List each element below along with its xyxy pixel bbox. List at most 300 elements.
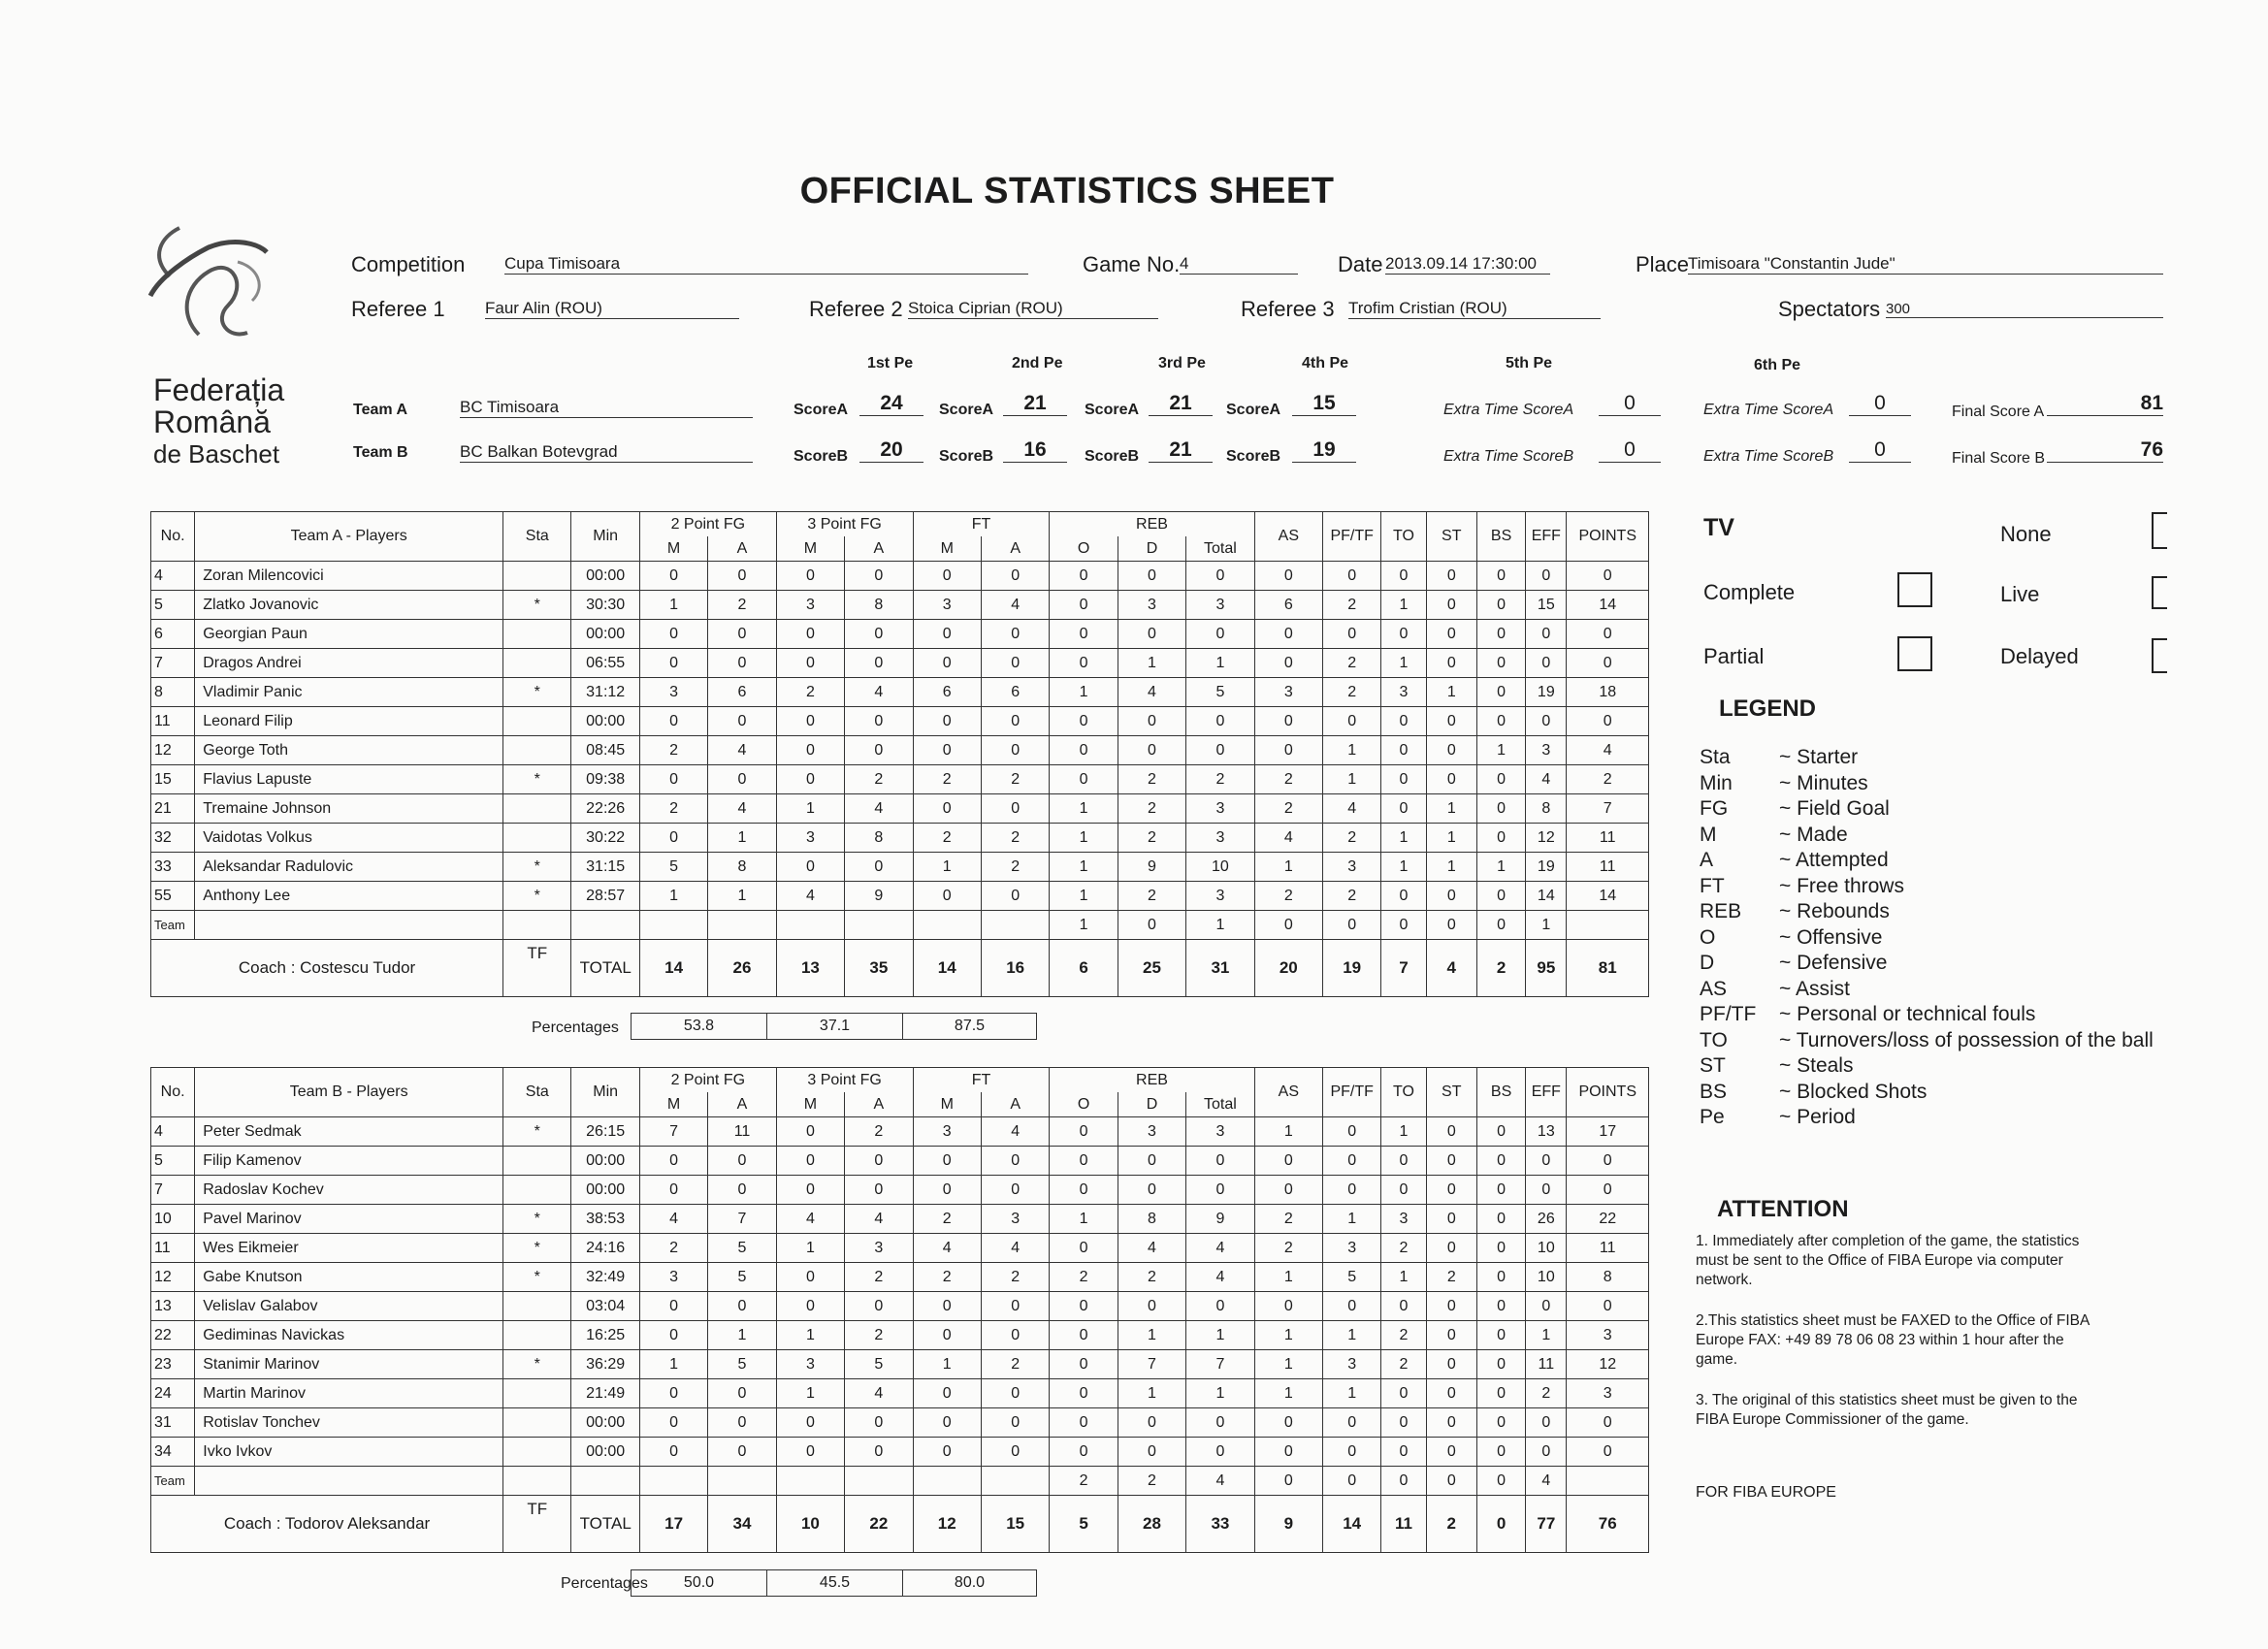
fouls: 0: [1323, 1408, 1381, 1438]
blocks: 1: [1476, 853, 1525, 882]
player-minutes: 32:49: [571, 1263, 639, 1292]
assists: 0: [1254, 620, 1322, 649]
reb-total: 1: [1186, 1379, 1254, 1408]
federation-name-2: Română: [153, 404, 271, 439]
efficiency: 0: [1526, 1408, 1567, 1438]
attention-footer: FOR FIBA EUROPE: [1696, 1484, 1836, 1501]
points: 0: [1567, 1176, 1649, 1205]
efficiency: 19: [1526, 678, 1567, 707]
col-fg2-m: M: [639, 536, 707, 562]
tv-partial-checkbox[interactable]: [1897, 636, 1932, 671]
team-b-fg3-pct: 45.5: [767, 1570, 903, 1597]
team-steals: 0: [1426, 911, 1476, 940]
turnovers: 1: [1381, 1263, 1426, 1292]
spectators-value: 300: [1886, 301, 2163, 318]
efficiency: 26: [1526, 1205, 1567, 1234]
col-fg2-m: M: [639, 1092, 707, 1117]
points: 2: [1567, 765, 1649, 794]
team-ft-made: [913, 911, 981, 940]
player-minutes: 00:00: [571, 707, 639, 736]
total-steals: 2: [1426, 1496, 1476, 1553]
col-fg2-a: A: [708, 536, 776, 562]
turnovers: 0: [1381, 1147, 1426, 1176]
col-ft-a: A: [981, 1092, 1049, 1117]
blocks: 0: [1476, 591, 1525, 620]
steals: 2: [1426, 1263, 1476, 1292]
fg3-made: 0: [776, 707, 844, 736]
player-starter: *: [503, 1263, 571, 1292]
team-fg3-attempted: [845, 911, 913, 940]
reb-offensive: 0: [1050, 1117, 1118, 1147]
fg3-attempted: 2: [845, 765, 913, 794]
tv-delayed-checkbox[interactable]: [2152, 638, 2167, 673]
assists: 0: [1254, 1292, 1322, 1321]
assists: 1: [1254, 1350, 1322, 1379]
assists: 0: [1254, 562, 1322, 591]
ft-attempted: 4: [981, 1234, 1049, 1263]
reb-offensive: 1: [1050, 1205, 1118, 1234]
turnovers: 2: [1381, 1234, 1426, 1263]
turnovers: 0: [1381, 736, 1426, 765]
ft-attempted: 4: [981, 1117, 1049, 1147]
ft-made: 0: [913, 794, 981, 824]
total-fg3-attempted: 22: [845, 1496, 913, 1553]
player-starter: [503, 649, 571, 678]
score-b-label-1: ScoreB: [794, 448, 849, 465]
legend-meaning: ~ Attempted: [1779, 849, 1889, 871]
player-row: [151, 1263, 1649, 1292]
reb-total: 7: [1186, 1350, 1254, 1379]
place-label: Place: [1636, 252, 1690, 276]
blocks: 0: [1476, 1263, 1525, 1292]
fg3-made: 0: [776, 1147, 844, 1176]
reb-total: 10: [1186, 853, 1254, 882]
tv-title: TV: [1703, 514, 1734, 541]
player-row: [151, 678, 1649, 707]
fouls: 2: [1323, 678, 1381, 707]
team-fg2-attempted: [708, 1467, 776, 1496]
tv-live-checkbox[interactable]: [2152, 576, 2167, 609]
turnovers: 0: [1381, 620, 1426, 649]
player-no: 34: [151, 1438, 195, 1467]
team-reb-offensive: 1: [1050, 911, 1118, 940]
team-a-period-1-score: 24: [859, 392, 923, 416]
reb-offensive: 0: [1050, 649, 1118, 678]
legend-meaning: ~ Defensive: [1779, 952, 1888, 974]
fg3-attempted: 0: [845, 853, 913, 882]
legend-abbr: ST: [1700, 1054, 1726, 1077]
assists: 4: [1254, 824, 1322, 853]
fg3-made: 1: [776, 1379, 844, 1408]
player-minutes: 22:26: [571, 794, 639, 824]
blocks: 0: [1476, 1147, 1525, 1176]
reb-total: 0: [1186, 1438, 1254, 1467]
fg3-made: 1: [776, 1234, 844, 1263]
team-b-percentages: [631, 1569, 1037, 1597]
blocks: 0: [1476, 765, 1525, 794]
steals: 0: [1426, 765, 1476, 794]
col-reb-o: O: [1050, 1092, 1118, 1117]
legend-abbr: FG: [1700, 797, 1729, 820]
game-no-value: 4: [1180, 254, 1298, 275]
fg2-made: 0: [639, 1292, 707, 1321]
fg2-made: 0: [639, 620, 707, 649]
assists: 2: [1254, 1205, 1322, 1234]
player-minutes: 30:30: [571, 591, 639, 620]
fg2-attempted: 0: [708, 1408, 776, 1438]
col-reb-o: O: [1050, 536, 1118, 562]
team-efficiency: 4: [1526, 1467, 1567, 1496]
col-ft: FT: [913, 512, 1050, 537]
reb-offensive: 0: [1050, 1147, 1118, 1176]
efficiency: 0: [1526, 1147, 1567, 1176]
assists: 3: [1254, 678, 1322, 707]
legend-item: [1700, 1028, 2165, 1054]
player-row: [151, 1176, 1649, 1205]
fouls: 2: [1323, 649, 1381, 678]
legend-meaning: ~ Personal or technical fouls: [1779, 1003, 2036, 1025]
fg3-made: 3: [776, 591, 844, 620]
reb-defensive: 7: [1118, 1350, 1185, 1379]
player-row: [151, 765, 1649, 794]
player-minutes: 26:15: [571, 1117, 639, 1147]
turnovers: 1: [1381, 591, 1426, 620]
team-a-period-2-score: 21: [1003, 392, 1067, 416]
team-a-percentages: [631, 1013, 1037, 1040]
reb-total: 3: [1186, 882, 1254, 911]
player-no: 7: [151, 649, 195, 678]
efficiency: 3: [1526, 736, 1567, 765]
player-starter: [503, 1176, 571, 1205]
legend-abbr: A: [1700, 849, 1714, 871]
competition-label: Competition: [351, 252, 466, 276]
total-points: 76: [1567, 1496, 1649, 1553]
ft-attempted: 0: [981, 1408, 1049, 1438]
turnovers: 3: [1381, 678, 1426, 707]
total-fouls: 14: [1323, 1496, 1381, 1553]
fg3-attempted: 0: [845, 1176, 913, 1205]
total-assists: 20: [1254, 940, 1322, 997]
reb-offensive: 0: [1050, 765, 1118, 794]
blocks: 0: [1476, 794, 1525, 824]
final-score-b-label: Final Score B: [1952, 450, 2046, 467]
tv-none-checkbox[interactable]: [2152, 512, 2167, 549]
col-ft-m: M: [913, 536, 981, 562]
score-a-label-2: ScoreA: [939, 402, 994, 418]
turnovers: 0: [1381, 707, 1426, 736]
reb-defensive: 2: [1118, 824, 1185, 853]
steals: 0: [1426, 1408, 1476, 1438]
reb-total: 3: [1186, 591, 1254, 620]
player-minutes: 38:53: [571, 1205, 639, 1234]
points: 0: [1567, 562, 1649, 591]
ft-made: 4: [913, 1234, 981, 1263]
player-no: 10: [151, 1205, 195, 1234]
federation-logo-icon: [141, 218, 286, 354]
score-b-label-3: ScoreB: [1085, 448, 1140, 465]
total-label: TOTAL: [571, 1496, 639, 1553]
steals: 0: [1426, 1292, 1476, 1321]
ft-attempted: 0: [981, 1176, 1049, 1205]
fouls: 0: [1323, 1176, 1381, 1205]
player-no: 22: [151, 1321, 195, 1350]
blocks: 1: [1476, 736, 1525, 765]
blocks: 0: [1476, 620, 1525, 649]
fg2-attempted: 11: [708, 1117, 776, 1147]
reb-defensive: 4: [1118, 1234, 1185, 1263]
team-b-percentages-label: Percentages: [561, 1575, 648, 1592]
fouls: 2: [1323, 591, 1381, 620]
fouls: 1: [1323, 765, 1381, 794]
player-starter: [503, 707, 571, 736]
player-starter: [503, 1408, 571, 1438]
fg2-made: 2: [639, 794, 707, 824]
player-name: Velislav Galabov: [195, 1292, 503, 1321]
fg2-made: 0: [639, 765, 707, 794]
reb-total: 1: [1186, 1321, 1254, 1350]
reb-offensive: 0: [1050, 1350, 1118, 1379]
ft-made: 0: [913, 1379, 981, 1408]
legend-abbr: BS: [1700, 1080, 1728, 1103]
referee1-value: Faur Alin (ROU): [485, 299, 739, 319]
col-fg3-a: A: [845, 1092, 913, 1117]
reb-defensive: 1: [1118, 1379, 1185, 1408]
attention-note-3: 3. The original of this statistics sheet must be given to the FIBA Europe Commissioner of the game.: [1696, 1392, 2078, 1428]
points: 4: [1567, 736, 1649, 765]
date-value: 2013.09.14 17:30:00: [1385, 254, 1550, 275]
team-reb-defensive: 0: [1118, 911, 1185, 940]
legend-meaning: ~ Free throws: [1779, 874, 1904, 897]
player-name: Pavel Marinov: [195, 1205, 503, 1234]
turnovers: 1: [1381, 1117, 1426, 1147]
col-fg2-a: A: [708, 1092, 776, 1117]
player-row: [151, 707, 1649, 736]
ft-made: 0: [913, 620, 981, 649]
reb-offensive: 0: [1050, 1292, 1118, 1321]
fg2-made: 0: [639, 1379, 707, 1408]
reb-total: 9: [1186, 1205, 1254, 1234]
steals: 0: [1426, 1321, 1476, 1350]
fg3-made: 4: [776, 882, 844, 911]
team-a-period-3-score: 21: [1149, 392, 1213, 416]
points: 12: [1567, 1350, 1649, 1379]
fg2-made: 2: [639, 1234, 707, 1263]
fg3-attempted: 8: [845, 824, 913, 853]
steals: 0: [1426, 1205, 1476, 1234]
team-b-ft-pct: 80.0: [903, 1570, 1037, 1597]
ft-made: 0: [913, 882, 981, 911]
legend-meaning: ~ Rebounds: [1779, 900, 1890, 922]
col-to: TO: [1381, 1068, 1426, 1117]
col-points: POINTS: [1567, 1068, 1649, 1117]
total-label: TOTAL: [571, 940, 639, 997]
team-reb-defensive: 2: [1118, 1467, 1185, 1496]
reb-total: 0: [1186, 736, 1254, 765]
reb-defensive: 2: [1118, 1263, 1185, 1292]
fg2-attempted: 5: [708, 1350, 776, 1379]
reb-defensive: 0: [1118, 1438, 1185, 1467]
col-ft-a: A: [981, 536, 1049, 562]
reb-total: 3: [1186, 794, 1254, 824]
assists: 2: [1254, 765, 1322, 794]
legend-abbr: Sta: [1700, 746, 1731, 768]
fg2-made: 1: [639, 1350, 707, 1379]
col-reb-d: D: [1118, 1092, 1185, 1117]
team-ft-made: [913, 1467, 981, 1496]
tf-label: TF: [503, 940, 571, 997]
reb-total: 5: [1186, 678, 1254, 707]
efficiency: 10: [1526, 1234, 1567, 1263]
turnovers: 1: [1381, 649, 1426, 678]
reb-offensive: 0: [1050, 1379, 1118, 1408]
fouls: 0: [1323, 562, 1381, 591]
fg3-attempted: 4: [845, 794, 913, 824]
legend-meaning: ~ Assist: [1779, 977, 1850, 1000]
col-reb: REB: [1050, 512, 1254, 537]
tv-complete-checkbox[interactable]: [1897, 572, 1932, 607]
blocks: 0: [1476, 882, 1525, 911]
extra-time-5-b-label: Extra Time ScoreB: [1443, 448, 1574, 465]
reb-total: 0: [1186, 1176, 1254, 1205]
player-no: 21: [151, 794, 195, 824]
team-points: [1567, 911, 1649, 940]
team-fg3-made: [776, 1467, 844, 1496]
reb-total: 1: [1186, 649, 1254, 678]
efficiency: 0: [1526, 1176, 1567, 1205]
legend-item: [1700, 796, 2165, 823]
blocks: 0: [1476, 1292, 1525, 1321]
fg3-attempted: 0: [845, 1438, 913, 1467]
legend-abbr: Pe: [1700, 1106, 1725, 1128]
col-eff: EFF: [1526, 512, 1567, 562]
team-b-stats-table: [150, 1067, 1649, 1553]
team-steals: 0: [1426, 1467, 1476, 1496]
steals: 0: [1426, 591, 1476, 620]
reb-offensive: 0: [1050, 707, 1118, 736]
fg2-made: 0: [639, 649, 707, 678]
fg2-attempted: 0: [708, 707, 776, 736]
steals: 1: [1426, 794, 1476, 824]
score-b-label-4: ScoreB: [1226, 448, 1281, 465]
fouls: 3: [1323, 1350, 1381, 1379]
ft-made: 0: [913, 562, 981, 591]
player-name: Martin Marinov: [195, 1379, 503, 1408]
ft-attempted: 0: [981, 1147, 1049, 1176]
ft-attempted: 2: [981, 853, 1049, 882]
fg2-attempted: 0: [708, 1176, 776, 1205]
total-fg3-attempted: 35: [845, 940, 913, 997]
player-minutes: 36:29: [571, 1350, 639, 1379]
fg3-attempted: 8: [845, 591, 913, 620]
player-row: [151, 1321, 1649, 1350]
points: 17: [1567, 1117, 1649, 1147]
team-row-label: Team: [151, 1467, 195, 1496]
efficiency: 0: [1526, 620, 1567, 649]
blocks: 0: [1476, 1321, 1525, 1350]
reb-total: 0: [1186, 1408, 1254, 1438]
fg3-made: 3: [776, 1350, 844, 1379]
reb-defensive: 0: [1118, 736, 1185, 765]
turnovers: 0: [1381, 1292, 1426, 1321]
total-fg2-attempted: 26: [708, 940, 776, 997]
fg2-attempted: 1: [708, 1321, 776, 1350]
total-assists: 9: [1254, 1496, 1322, 1553]
period-2-label: 2nd Pe: [1012, 355, 1063, 372]
team-fg2-attempted: [708, 911, 776, 940]
turnovers: 2: [1381, 1350, 1426, 1379]
total-points: 81: [1567, 940, 1649, 997]
fg3-attempted: 0: [845, 736, 913, 765]
total-efficiency: 95: [1526, 940, 1567, 997]
blocks: 0: [1476, 1379, 1525, 1408]
player-name: Zoran Milencovici: [195, 562, 503, 591]
col-as: AS: [1254, 512, 1322, 562]
fg2-attempted: 6: [708, 678, 776, 707]
place-value: Timisoara "Constantin Jude": [1688, 254, 2163, 275]
spectators-label: Spectators: [1778, 297, 1881, 321]
player-name: Stanimir Marinov: [195, 1350, 503, 1379]
team-fg2-made: [639, 911, 707, 940]
ft-made: 0: [913, 649, 981, 678]
player-starter: [503, 562, 571, 591]
total-fouls: 19: [1323, 940, 1381, 997]
reb-defensive: 2: [1118, 882, 1185, 911]
fg3-attempted: 2: [845, 1117, 913, 1147]
efficiency: 15: [1526, 591, 1567, 620]
score-a-label-4: ScoreA: [1226, 402, 1281, 418]
tv-partial-label: Partial: [1703, 644, 1765, 668]
ft-made: 0: [913, 736, 981, 765]
legend-meaning: ~ Steals: [1779, 1054, 1854, 1077]
col-reb-total: Total: [1186, 1092, 1254, 1117]
assists: 1: [1254, 1263, 1322, 1292]
period-1-label: 1st Pe: [867, 355, 914, 372]
total-reb-defensive: 25: [1118, 940, 1185, 997]
efficiency: 0: [1526, 649, 1567, 678]
fg2-attempted: 4: [708, 736, 776, 765]
team-blocks: 0: [1476, 911, 1525, 940]
team-fg3-attempted: [845, 1467, 913, 1496]
fg2-attempted: 1: [708, 824, 776, 853]
legend-meaning: ~ Field Goal: [1779, 797, 1890, 820]
assists: 6: [1254, 591, 1322, 620]
steals: 0: [1426, 1147, 1476, 1176]
team-a-name: BC Timisoara: [460, 398, 753, 418]
legend-abbr: PF/TF: [1700, 1003, 1757, 1025]
player-starter: *: [503, 1117, 571, 1147]
ft-made: 1: [913, 1350, 981, 1379]
reb-defensive: 0: [1118, 707, 1185, 736]
fouls: 1: [1323, 1379, 1381, 1408]
assists: 1: [1254, 853, 1322, 882]
fg3-attempted: 0: [845, 707, 913, 736]
blocks: 0: [1476, 1234, 1525, 1263]
team-b-fg2-pct: 50.0: [632, 1570, 767, 1597]
assists: 0: [1254, 1176, 1322, 1205]
points: 22: [1567, 1205, 1649, 1234]
fg3-made: 2: [776, 678, 844, 707]
steals: 1: [1426, 678, 1476, 707]
legend-item: [1700, 977, 2165, 1003]
fouls: 0: [1323, 707, 1381, 736]
steals: 0: [1426, 649, 1476, 678]
fg2-made: 3: [639, 1263, 707, 1292]
player-minutes: 28:57: [571, 882, 639, 911]
fg3-attempted: 2: [845, 1321, 913, 1350]
player-starter: [503, 1147, 571, 1176]
legend-item: [1700, 925, 2165, 952]
fg3-made: 0: [776, 1408, 844, 1438]
